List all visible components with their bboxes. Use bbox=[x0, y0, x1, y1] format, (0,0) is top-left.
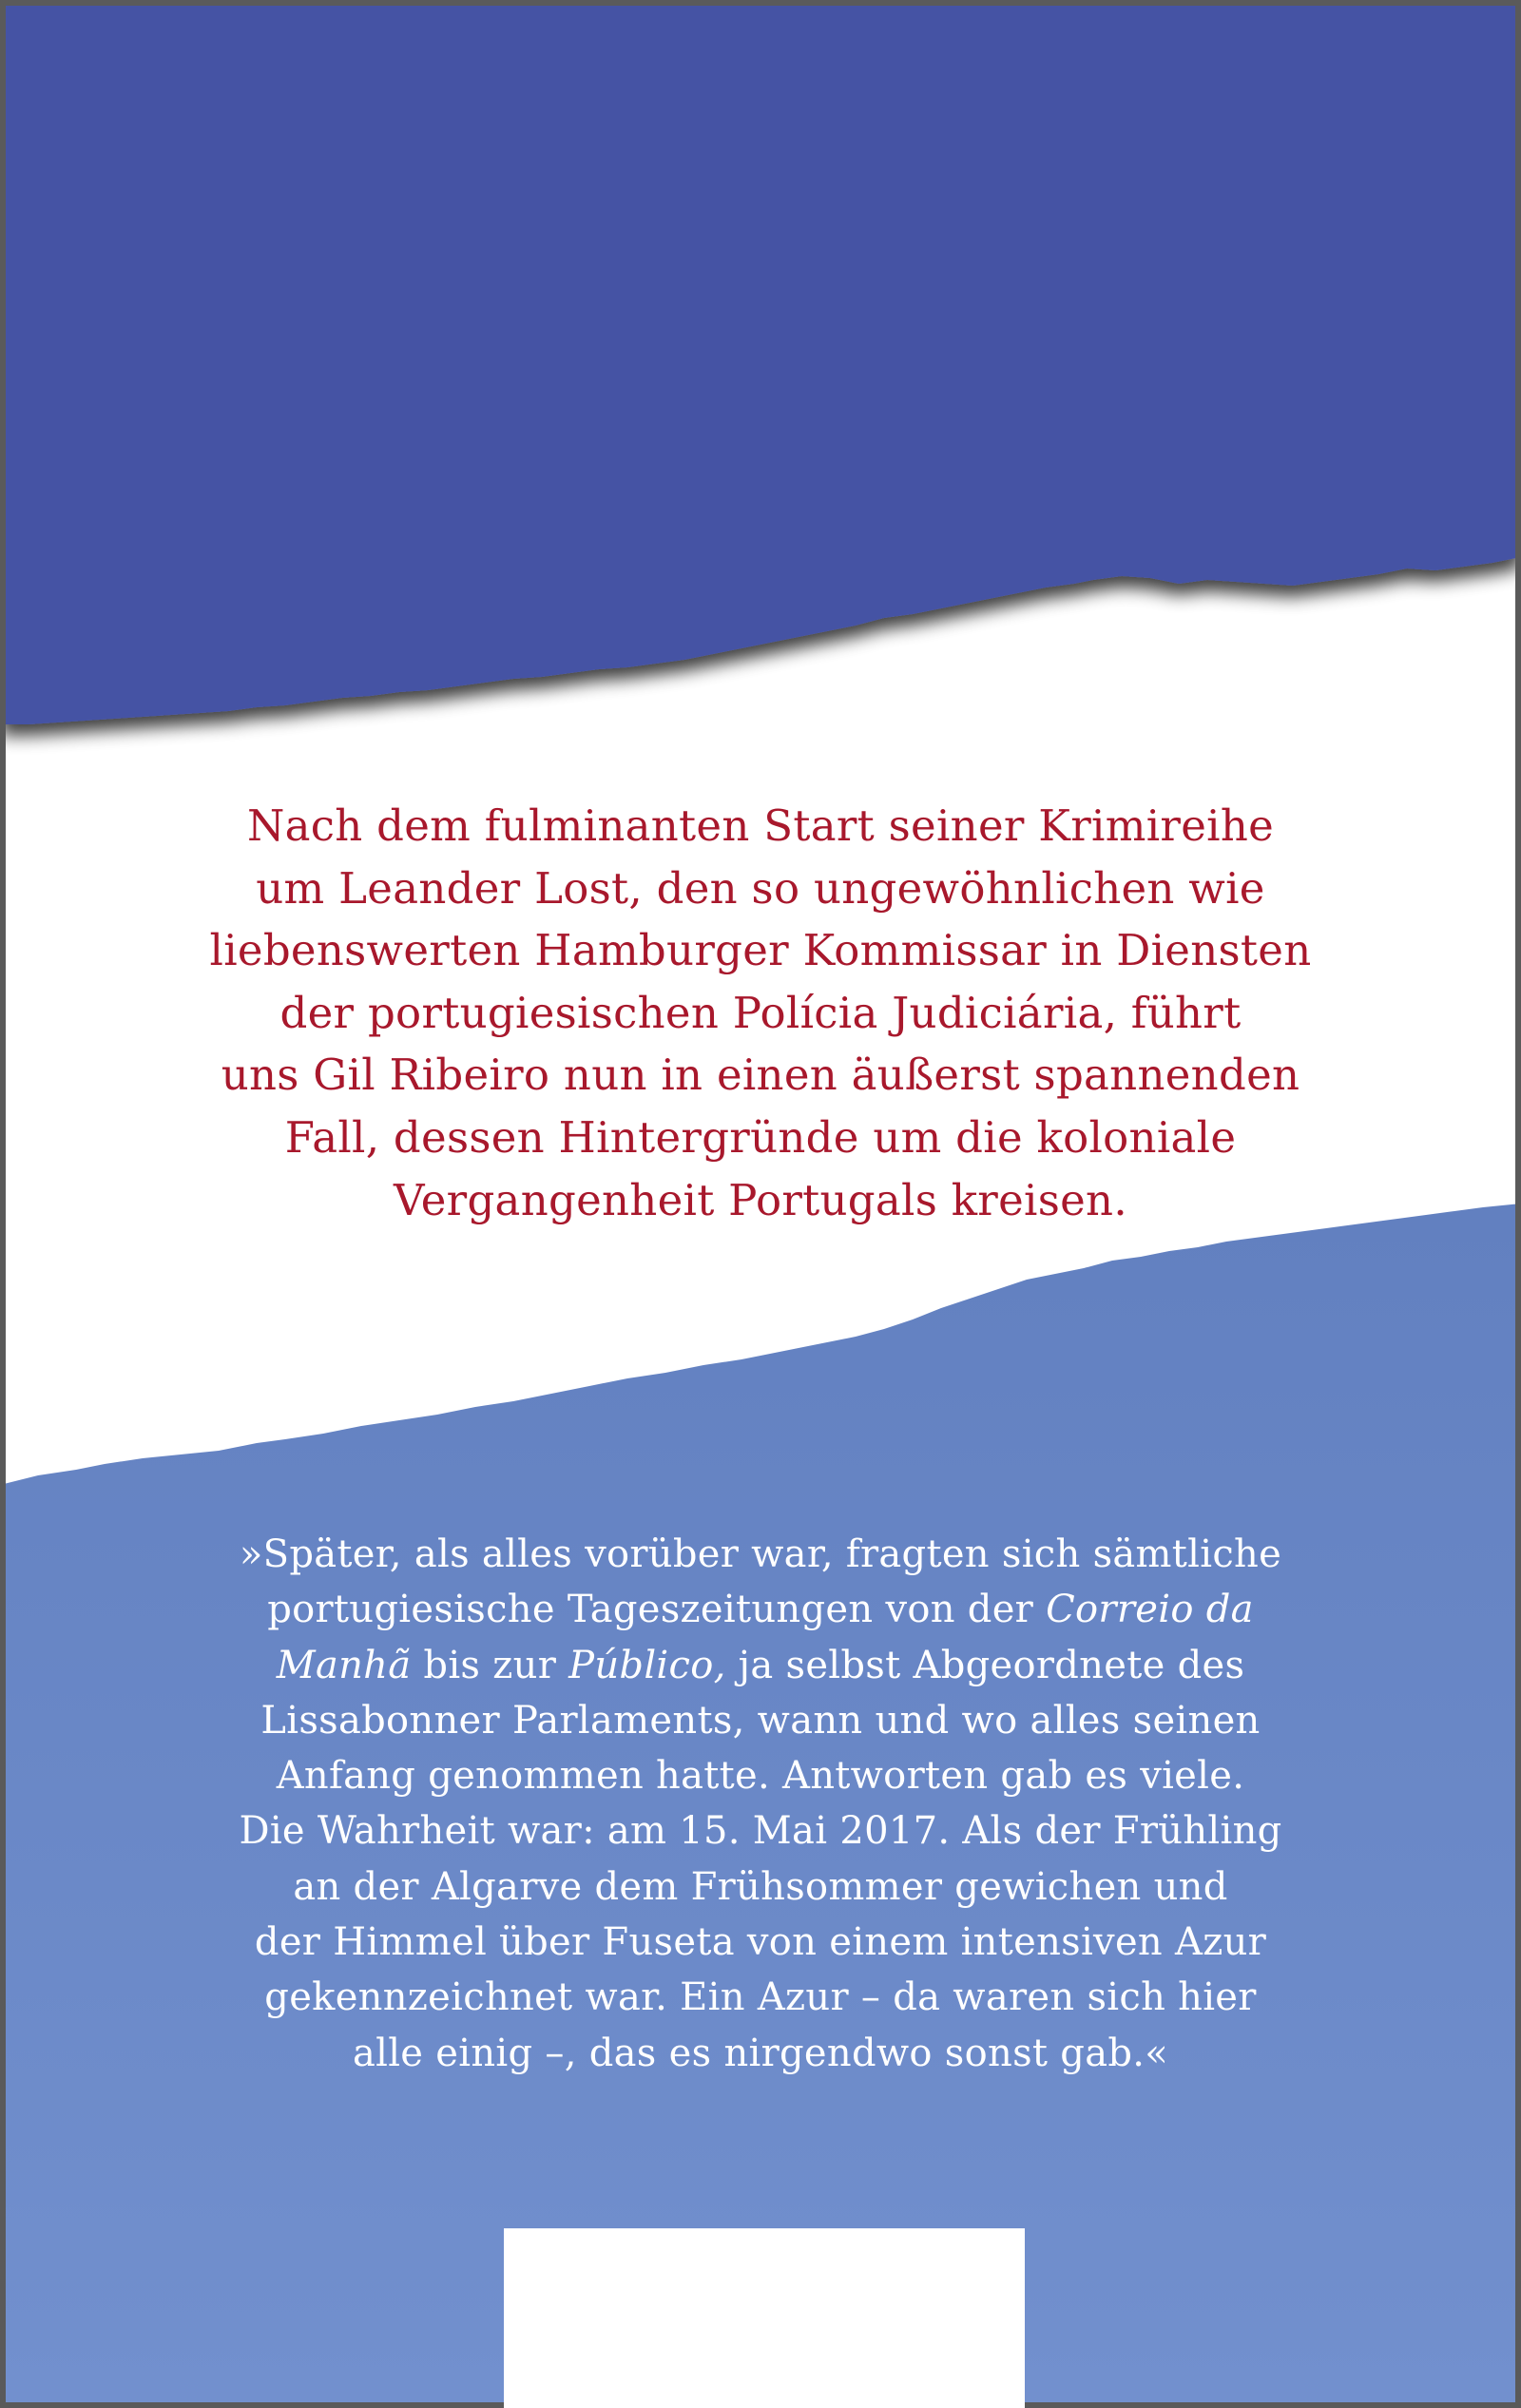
excerpt-line: Die Wahrheit war: am 15. Mai 2017. Als der Frühling bbox=[239, 1809, 1282, 1854]
excerpt-text: bis zur bbox=[411, 1643, 569, 1687]
blurb-line: uns Gil Ribeiro nun in einen äußerst spannenden bbox=[221, 1050, 1300, 1101]
excerpt-line: der Himmel über Fuseta von einem intensiven Azur bbox=[254, 1920, 1267, 1965]
excerpt-line: Anfang genommen hatte. Antworten gab es viele. bbox=[276, 1754, 1245, 1799]
excerpt-text: portugiesische Tageszeitungen von der bbox=[267, 1588, 1047, 1632]
newspaper-title: Manhã bbox=[276, 1643, 412, 1687]
blurb-line: Vergangenheit Portugals kreisen. bbox=[394, 1174, 1127, 1225]
excerpt-line: alle einig –, das es nirgendwo sonst gab.« bbox=[352, 2031, 1169, 2075]
blurb-line: liebenswerten Hamburger Kommissar in Diensten bbox=[209, 925, 1312, 976]
blurb-text bbox=[114, 795, 1407, 1231]
excerpt-line: gekennzeichnet war. Ein Azur – da waren sich hier bbox=[264, 1975, 1257, 2020]
blurb-line: Fall, dessen Hintergründe um die koloniale bbox=[284, 1111, 1237, 1163]
newspaper-title: Correio da bbox=[1046, 1588, 1254, 1632]
excerpt-line: an der Algarve dem Frühsommer gewichen und bbox=[293, 1864, 1228, 1909]
excerpt-quote bbox=[114, 1527, 1407, 2081]
excerpt-line bbox=[114, 1582, 1407, 1637]
excerpt-line: Lissabonner Parlaments, wann und wo alles seinen bbox=[260, 1698, 1261, 1743]
excerpt-line: »Später, als alles vorüber war, fragten sich sämtliche bbox=[239, 1532, 1282, 1576]
blurb-line: der portugiesischen Polícia Judiciária, führt bbox=[279, 987, 1242, 1038]
newspaper-title: Público, bbox=[568, 1643, 726, 1687]
blurb-line: um Leander Lost, den so ungewöhnlichen wie bbox=[256, 862, 1265, 914]
excerpt-line bbox=[114, 1638, 1407, 1693]
top-blue-panel bbox=[0, 0, 1521, 724]
blurb-line: Nach dem fulminanten Start seiner Krimireihe bbox=[246, 800, 1275, 851]
barcode-placeholder bbox=[504, 2228, 1025, 2408]
excerpt-text: ja selbst Abgeordnete des bbox=[725, 1643, 1245, 1687]
